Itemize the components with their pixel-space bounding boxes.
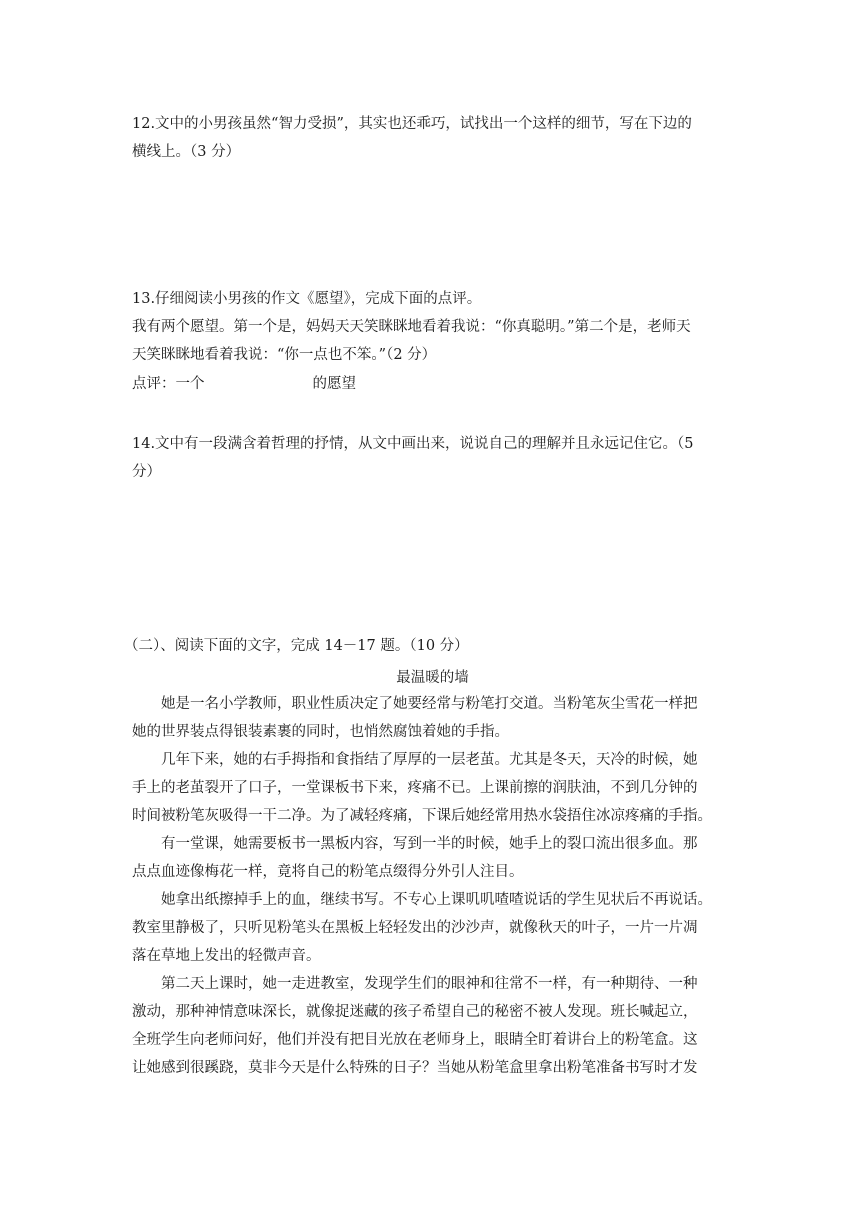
passage-line: 她是一名小学教师，职业性质决定了她要经常与粉笔打交道。当粉笔灰尘雪花一样把 <box>161 696 698 712</box>
q13-comment-suffix: 的愿望 <box>312 376 356 392</box>
passage-line: 落在草地上发出的轻微声音。 <box>132 948 321 964</box>
q13-comment <box>132 377 356 392</box>
q13-line-1: 13.仔细阅读小男孩的作文《愿望》，完成下面的点评。 <box>132 291 482 307</box>
passage-paragraph <box>132 690 737 746</box>
passage-title: 最温暖的墙 <box>396 670 469 686</box>
q13-comment-prefix: 点评：一个 <box>132 376 205 392</box>
q13-line-3: 天笑眯眯地看着我说：“你一点也不笨。”（2 分） <box>132 347 437 363</box>
q13-line-2: 我有两个愿望。第一个是，妈妈天天笑眯眯地看着我说：“你真聪明。”第二个是，老师天 <box>132 319 691 335</box>
passage-paragraph <box>132 830 737 886</box>
passage-paragraph <box>132 970 737 1082</box>
passage-line: 让她感到很蹊跷，莫非今天是什么特殊的日子？当她从粉笔盒里拿出粉笔准备书写时才发 <box>132 1060 698 1076</box>
passage-line: 有一堂课，她需要板书一黑板内容，写到一半的时候，她手上的裂口流出很多血。那 <box>161 836 698 852</box>
passage-line: 几年下来，她的右手拇指和食指结了厚厚的一层老茧。尤其是冬天，天冷的时候，她 <box>161 752 698 768</box>
passage-body <box>132 690 737 1082</box>
passage-line: 激动，那种神情意味深长，就像捉迷藏的孩子希望自己的秘密不被人发现。班长喊起立， <box>132 1004 698 1020</box>
q12-line-1: 12.文中的小男孩虽然“智力受损”，其实也还乖巧，试找出一个这样的细节，写在下边的 <box>132 116 692 132</box>
passage-line: 手上的老茧裂开了口子，一堂课板书下来，疼痛不已。上课前擦的润肤油，不到几分钟的 <box>132 780 698 796</box>
passage-line: 点点血迹像梅花一样，竟将自己的粉笔点缀得分外引人注目。 <box>132 864 524 880</box>
q12-line-2: 横线上。（3 分） <box>132 144 241 160</box>
passage-line: 全班学生向老师问好，他们并没有把目光放在老师身上，眼睛全盯着讲台上的粉笔盒。这 <box>132 1032 698 1048</box>
passage-paragraph <box>132 746 737 830</box>
passage-line: 她拿出纸擦掉手上的血，继续书写。不专心上课叽叽喳喳说话的学生见状后不再说话。 <box>161 892 712 908</box>
passage-paragraph <box>132 886 737 970</box>
passage-line: 她的世界装点得银装素裹的同时，也悄然腐蚀着她的手指。 <box>132 724 509 740</box>
passage-line: 教室里静极了，只听见粉笔头在黑板上轻轻发出的沙沙声，就像秋天的叶子，一片一片凋 <box>132 920 698 936</box>
q14-line-2: 分） <box>132 464 161 480</box>
passage-line: 时间被粉笔灰吸得一干二净。为了减轻疼痛，下课后她经常用热水袋捂住冰凉疼痛的手指。 <box>132 808 712 824</box>
section2-heading: （二）、阅读下面的文字，完成 14－17 题。（10 分） <box>124 638 469 654</box>
q14-line-1: 14.文中有一段满含着哲理的抒情，从文中画出来，说说自己的理解并且永远记住它。（5 <box>132 436 694 452</box>
passage-line: 第二天上课时，她一走进教室，发现学生们的眼神和往常不一样，有一种期待、一种 <box>161 976 698 992</box>
